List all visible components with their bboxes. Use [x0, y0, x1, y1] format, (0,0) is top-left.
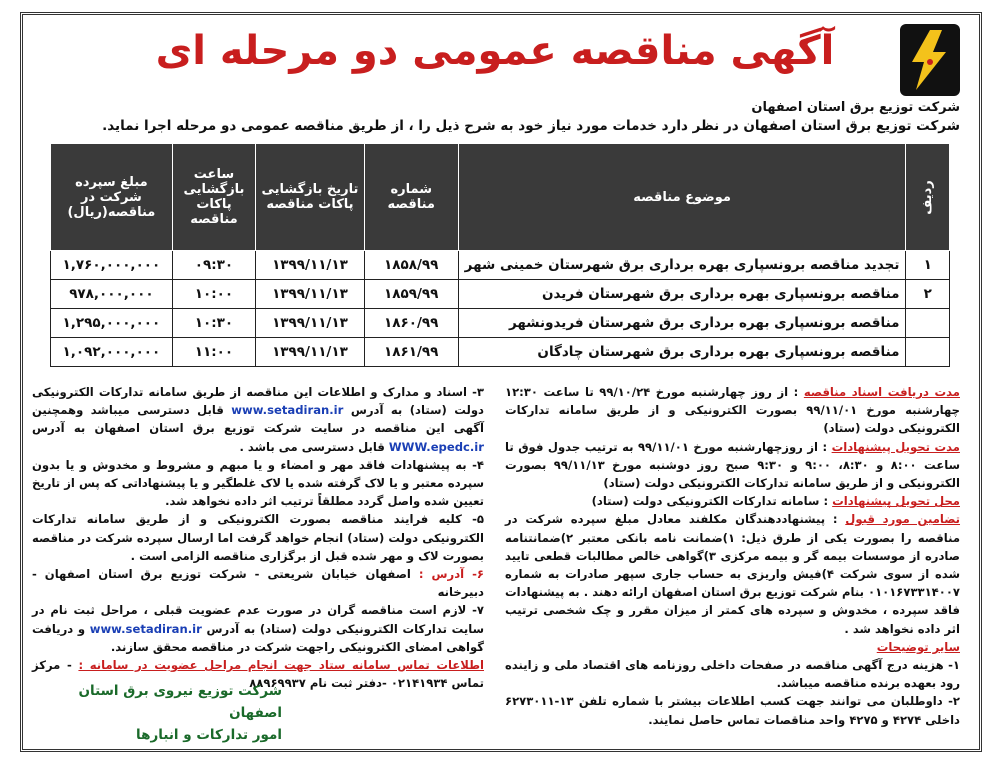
signature-block	[42, 680, 282, 746]
company-logo	[898, 22, 962, 98]
tender-table	[50, 143, 950, 367]
table-row	[51, 251, 950, 280]
epedc-link[interactable]: WWW.epedc.ir	[388, 439, 484, 454]
table-row	[51, 309, 950, 338]
clause-3-c: قابل دسترسی می باشد .	[239, 439, 385, 454]
clause-3-b: قابل دسترسی میباشد وهمچنین آگهی این مناقصه در سایت شرکت توزیع برق استان اصفهان به آدرس	[32, 403, 484, 436]
row-time: ۱۰:۳۰	[172, 309, 255, 338]
table-row	[51, 280, 950, 309]
row-subject: مناقصه برونسپاری بهره برداری برق شهرستان چادگان	[458, 338, 906, 367]
receive-paragraph	[505, 383, 960, 438]
header-radif: ردیف	[906, 144, 950, 251]
row-number: ۱۸۶۰/۹۹	[364, 309, 458, 338]
header-number: شماره مناقصه	[364, 144, 458, 251]
address-text: اصفهان خیابان شریعتی - شرکت توزیع برق استان اصفهان - دبیرخانه	[32, 567, 484, 600]
clause-4: ۴- به پیشنهادات فاقد مهر و امضاء و یا مبهم و مشروط و مخدوش و یا بدون سپرده معتبر و یا لاک گرفته شده یا لاک غلطگیر و یا پیشنهاداتی که پس از تاریخ تعیین شده واصل گردد مطلقاً ترتیب اثر داده نخواهد شد.	[32, 457, 484, 509]
place-text: : سامانه تدارکات الکترونیکی دولت (ستاد)	[591, 494, 829, 509]
intro-text: شرکت توزیع برق استان اصفهان در نظر دارد خدمات مورد نیاز خود به شرح ذیل را ، از طریق مناقصه عمومی دو مرحله اجرا نماید.	[102, 118, 960, 134]
note-2: ۲- داوطلبان می توانند جهت کسب اطلاعات بیشتر با شماره تلفن ۱۳-۶۲۷۳۰۱۱ داخلی ۴۲۷۴ و ۴۲۷۵ واحد مناقصات تماس حاصل نمایند.	[505, 694, 960, 727]
table-row	[51, 338, 950, 367]
deliver-paragraph	[505, 438, 960, 493]
row-time: ۱۰:۰۰	[172, 280, 255, 309]
row-radif	[906, 309, 950, 338]
left-column	[32, 383, 484, 692]
row-date: ۱۳۹۹/۱۱/۱۳	[256, 280, 365, 309]
row-date: ۱۳۹۹/۱۱/۱۳	[256, 251, 365, 280]
ad-title: آگهی مناقصه عمومی دو مرحله ای	[155, 28, 835, 74]
right-column	[505, 383, 960, 729]
header-deposit: مبلغ سپرده شرکت در مناقصه(ریال)	[51, 144, 173, 251]
clause-7	[32, 601, 484, 656]
other-heading	[505, 638, 960, 656]
row-subject: مناقصه برونسپاری بهره برداری برق شهرستان فریدونشهر	[458, 309, 906, 338]
table-header-row	[51, 144, 950, 251]
clause-7-b: و دریافت گواهی امضای الکترونیکی راجهت شرکت در مناقصه محقق سازند.	[32, 621, 484, 654]
row-number: ۱۸۶۱/۹۹	[364, 338, 458, 367]
receive-label: مدت دریافت اسناد مناقصه	[803, 385, 960, 399]
row-radif: ۱	[906, 251, 950, 280]
row-radif	[906, 338, 950, 367]
row-time: ۰۹:۳۰	[172, 251, 255, 280]
guarantee-label: تضامین مورد قبول	[845, 512, 961, 527]
other-label: سایر توضیحات	[876, 639, 960, 654]
setad-link[interactable]: www.setadiran.ir	[231, 403, 344, 418]
header-date: تاریخ بازگشایی پاکات مناقصه	[256, 144, 365, 251]
guarantee-paragraph	[505, 510, 960, 637]
guarantee-text: : پیشنهاددهندگان مکلفند معادل مبلغ سپرده شرکت در مناقصه را بصورت یکی از طرق ذیل: ۱)ضمانت نامه بانکی معتبر ۲)ضمانتنامه صادره از موسسات بیمه گر و بیمه مرکزی ۳)گواهی خالص مطالبات قطعی تایید شده از سوی شرکت ۴)فیش واریزی به حساب جاری سپهر صادرات به شماره ۰۱۰۱۶۷۳۳۱۴۰۰۷ بنام شرکت توزیع برق استان اصفهان ارائه دهند . به پیشنهادات فاقد سپرده ، مخدوش و سپرده های کمتر از میزان مقرر و چک شخصی ترتیب اثر داده نخواهد شد .	[505, 512, 961, 636]
row-date: ۱۳۹۹/۱۱/۱۳	[256, 338, 365, 367]
address-label: ۶- آدرس :	[418, 567, 484, 582]
row-date: ۱۳۹۹/۱۱/۱۳	[256, 309, 365, 338]
row-subject: مناقصه برونسپاری بهره برداری برق شهرستان فریدن	[458, 280, 906, 309]
deliver-text: : از روزچهارشنبه مورخ ۹۹/۱۱/۰۱ به ترتیب جدول فوق تا ساعت ۸:۰۰ و ۸:۳۰، ۹:۰۰ و ۹:۳۰ صبح روز دوشنبه مورخ ۹۹/۱۱/۱۳ بصورت الکترونیکی و از طریق سامانه تدارکات الکترونیکی دولت (ستاد)	[505, 439, 960, 491]
signature-line-1: شرکت توزیع نیروی برق استان اصفهان	[78, 683, 282, 721]
header-time: ساعت بازگشایی پاکات مناقصه	[172, 144, 255, 251]
row-deposit: ۱,۰۹۲,۰۰۰,۰۰۰	[51, 338, 173, 367]
row-radif: ۲	[906, 280, 950, 309]
receive-text: : از روز چهارشنبه مورخ ۹۹/۱۰/۲۴ تا ساعت ۱۲:۳۰ چهارشنبه مورخ ۹۹/۱۱/۰۱ بصورت الکترونیکی و از طریق سامانه تدارکات الکترونیکی دولت (ستاد)	[505, 385, 960, 436]
row-subject: تجدید مناقصه برونسپاری بهره برداری برق شهرستان خمینی شهر	[458, 251, 906, 280]
row-deposit: ۱,۷۶۰,۰۰۰,۰۰۰	[51, 251, 173, 280]
row-number: ۱۸۵۹/۹۹	[364, 280, 458, 309]
place-label: محل تحویل پیشنهادات	[832, 494, 960, 509]
signature-line-2: امور تدارکات و انبارها	[136, 727, 282, 743]
clause-3	[32, 383, 484, 456]
setad-link-2[interactable]: www.setadiran.ir	[89, 621, 202, 636]
contact-text: - مرکز تماس ۰۲۱۴۱۹۳۴ -دفتر ثبت نام ۸۸۹۶۹۹۳۷	[32, 658, 484, 691]
place-paragraph	[505, 492, 960, 510]
deliver-label: مدت تحویل پیشنهادات	[831, 439, 960, 454]
header-subject: موضوع مناقصه	[458, 144, 906, 251]
note-1: ۱- هزینه درج آگهی مناقصه در صفحات داخلی روزنامه های اقتصاد ملی و زاینده رود بعهده برنده مناقصه میباشد.	[505, 658, 960, 691]
clause-5: ۵- کلیه فرایند مناقصه بصورت الکترونیکی و از طریق سامانه تدارکات الکترونیکی دولت (ستاد) انجام خواهد گرفت اما ارسال سپرده شرکت در مناقصه بصورت لاک و مهر شده قبل از برگزاری مناقصه الزامی است .	[32, 512, 484, 563]
row-time: ۱۱:۰۰	[172, 338, 255, 367]
clause-7-a: ۷- لازم است مناقصه گران در صورت عدم عضویت قبلی ، مراحل ثبت نام در سایت تدارکات الکترونیکی دولت (ستاد) به آدرس	[32, 603, 484, 636]
clause-6	[32, 565, 484, 601]
row-deposit: ۹۷۸,۰۰۰,۰۰۰	[51, 280, 173, 309]
row-deposit: ۱,۲۹۵,۰۰۰,۰۰۰	[51, 309, 173, 338]
contact-label: اطلاعات تماس سامانه ستاد جهت انجام مراحل عضویت در سامانه :	[78, 658, 484, 673]
row-number: ۱۸۵۸/۹۹	[364, 251, 458, 280]
company-name: شرکت توزیع برق استان اصفهان	[751, 100, 960, 115]
clause-3-a: ۳- اسناد و مدارک و اطلاعات این مناقصه از طریق سامانه تدارکات الکترونیکی دولت (ستاد) به آدرس	[32, 385, 485, 418]
